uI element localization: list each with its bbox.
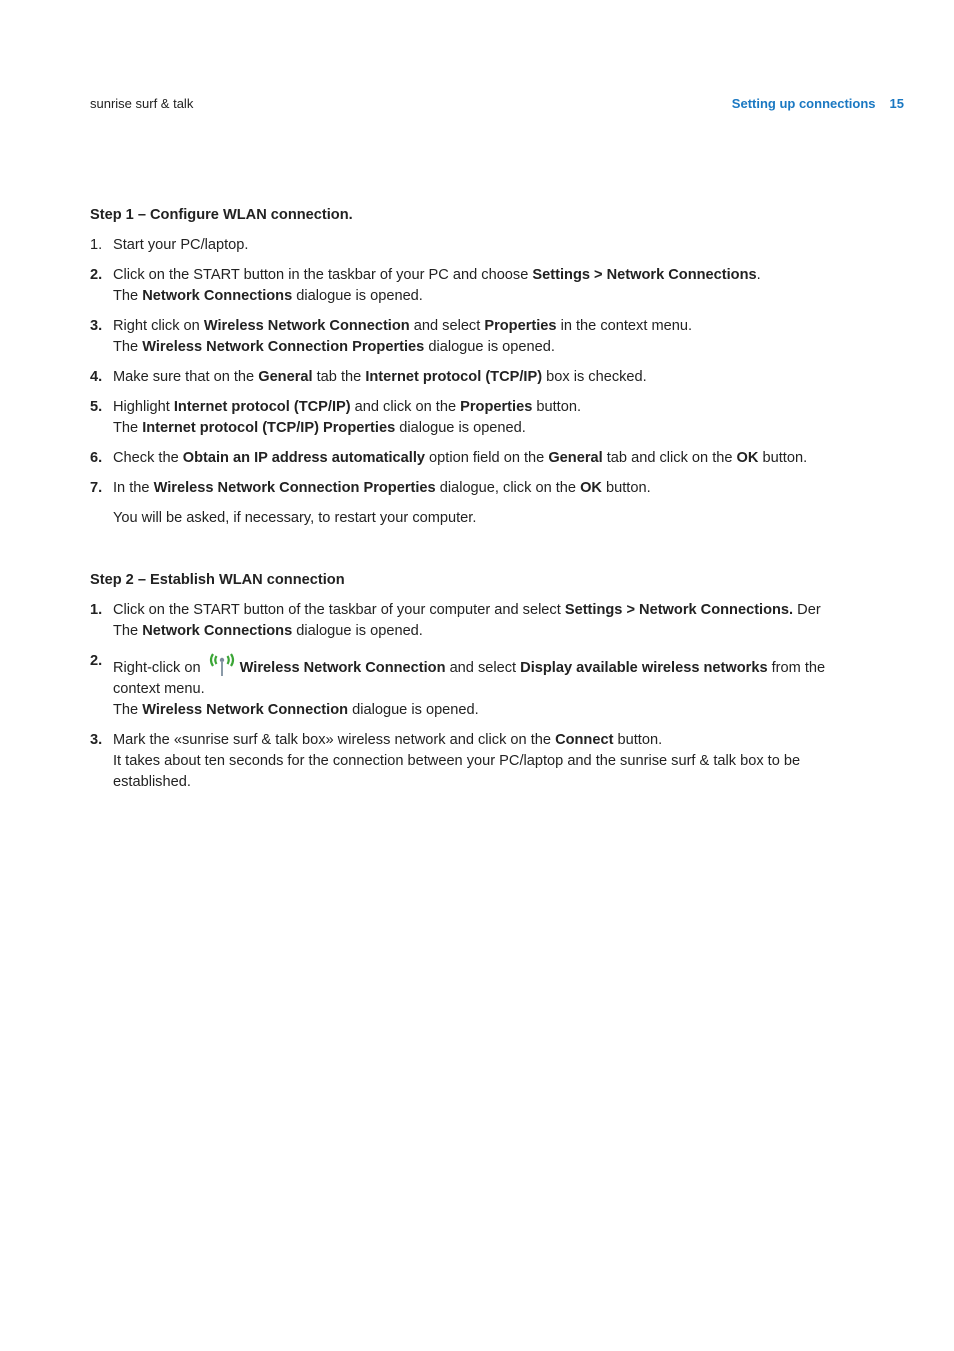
item-number: 1.	[90, 237, 103, 253]
text-run: box is checked.	[542, 369, 647, 385]
item-number: 7.	[90, 480, 103, 496]
step2-list	[90, 600, 865, 793]
text-run: dialogue is opened.	[395, 420, 526, 436]
dialog-name: Wireless Network Connection Properties	[142, 339, 425, 355]
text-run: dialogue is opened.	[292, 623, 423, 639]
ui-term: Properties	[460, 399, 533, 415]
text-run: and select	[445, 660, 521, 676]
item-result	[113, 286, 865, 307]
text-run: dialogue is opened.	[348, 702, 479, 718]
item-text	[113, 651, 865, 700]
text-run: button.	[758, 450, 808, 466]
text-run: tab and click on the	[602, 450, 737, 466]
menu-path: Settings > Network Connections.	[564, 602, 794, 618]
ui-term: Wireless Network Connection	[203, 318, 410, 334]
item-result: It takes about ten seconds for the connection between your PC/laptop and the sunrise surf & talk box to be established.	[113, 753, 801, 790]
item-text	[113, 367, 865, 388]
text-run: from the context menu.	[113, 660, 826, 697]
item-text	[113, 478, 865, 499]
header-section	[732, 96, 904, 111]
item-result	[113, 700, 865, 721]
ui-term: Internet protocol (TCP/IP)	[173, 399, 351, 415]
item-number: 3.	[90, 318, 103, 334]
text-run: dialogue, click on the	[435, 480, 581, 496]
text-run: Check the	[113, 450, 183, 466]
step2-item-1	[90, 600, 865, 642]
ui-term: OK	[580, 480, 602, 496]
item-text	[113, 600, 865, 621]
step1-item-1	[90, 235, 865, 256]
step1-note: You will be asked, if necessary, to restart your computer.	[113, 510, 477, 526]
step1-item-6	[90, 448, 865, 469]
wireless-network-icon	[207, 651, 237, 677]
ui-term: General	[258, 369, 313, 385]
dialog-name: Internet protocol (TCP/IP) Properties	[142, 420, 396, 436]
ui-term: Internet protocol (TCP/IP)	[365, 369, 543, 385]
text-run: .	[756, 267, 761, 283]
item-result	[113, 621, 865, 642]
text-run: and click on the	[350, 399, 461, 415]
item-number: 2.	[90, 267, 103, 283]
item-result	[113, 418, 865, 439]
item-number: 1.	[90, 602, 103, 618]
text-run: The	[113, 288, 143, 304]
text-run: button.	[532, 399, 581, 415]
step1-item-5	[90, 397, 865, 439]
item-text	[113, 265, 865, 286]
item-number: 6.	[90, 450, 103, 466]
step1-item-2	[90, 265, 865, 307]
item-number: 3.	[90, 732, 103, 748]
text-run: Highlight	[113, 399, 174, 415]
text-run: button.	[601, 480, 651, 496]
ui-term: Display available wireless networks	[520, 660, 768, 676]
text-run: dialogue is opened.	[424, 339, 555, 355]
dialog-name: Network Connections	[142, 623, 293, 639]
step1-item-7	[90, 478, 865, 499]
text-run: The	[113, 702, 143, 718]
dialog-name: Wireless Network Connection	[142, 702, 349, 718]
ui-term: Properties	[484, 318, 557, 334]
item-text	[113, 316, 865, 337]
text-run: Start your PC/laptop.	[113, 237, 249, 253]
text-run: Right click on	[113, 318, 204, 334]
step1-list	[90, 235, 865, 499]
text-run: and select	[409, 318, 485, 334]
text-run: Der	[793, 602, 821, 618]
text-run: Mark the «sunrise surf & talk box» wireless network and click on the	[113, 732, 556, 748]
ui-term: Obtain an IP address automatically	[182, 450, 425, 466]
step1-title: Step 1 – Configure WLAN connection.	[90, 207, 353, 223]
step2-title: Step 2 – Establish WLAN connection	[90, 572, 345, 588]
item-number: 5.	[90, 399, 103, 415]
ui-term: General	[548, 450, 603, 466]
item-result	[113, 337, 865, 358]
step2-item-3	[90, 730, 865, 793]
text-run: The	[113, 623, 143, 639]
ui-term: Wireless Network Connection Properties	[153, 480, 436, 496]
text-run: dialogue is opened.	[292, 288, 423, 304]
text-run: The	[113, 420, 143, 436]
item-text	[113, 730, 865, 751]
item-text	[113, 235, 865, 256]
text-run: Click on the START button of the taskbar of your computer and select	[113, 602, 565, 618]
ui-term: Wireless Network Connection	[239, 660, 446, 676]
ui-term: OK	[736, 450, 759, 466]
item-number: 2.	[90, 653, 103, 669]
text-run: Make sure that on the	[113, 369, 259, 385]
text-run: Click on the START button in the taskbar of your PC and choose	[113, 267, 533, 283]
step1-item-3	[90, 316, 865, 358]
text-run: In the	[113, 480, 154, 496]
ui-term: Connect	[555, 732, 614, 748]
step2-item-2	[90, 651, 865, 721]
text-run: The	[113, 339, 143, 355]
page-number: 15	[889, 96, 904, 111]
item-number: 4.	[90, 369, 103, 385]
item-text	[113, 397, 865, 418]
step1-item-4	[90, 367, 865, 388]
text-run: button.	[613, 732, 663, 748]
main-content	[90, 205, 865, 802]
menu-path: Settings > Network Connections	[532, 267, 757, 283]
section-title: Setting up connections	[731, 96, 876, 111]
text-run: in the context menu.	[556, 318, 693, 334]
text-run: Right-click on	[113, 660, 205, 676]
item-text	[113, 448, 865, 469]
text-run: tab the	[312, 369, 366, 385]
dialog-name: Network Connections	[142, 288, 293, 304]
text-run: option field on the	[425, 450, 549, 466]
header-product-name: sunrise surf & talk	[90, 96, 194, 111]
